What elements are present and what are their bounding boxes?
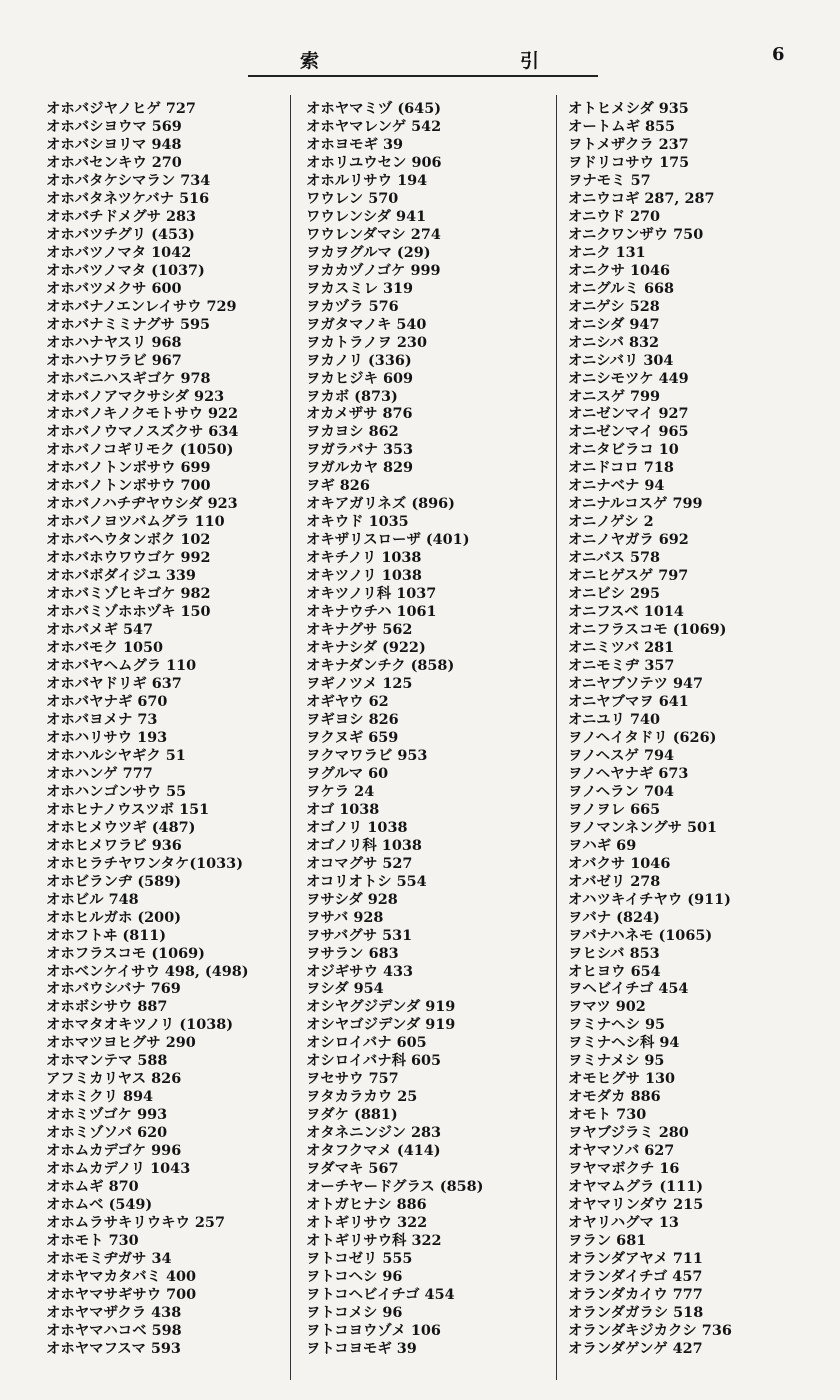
index-entry: オニモミヂ 357 (568, 657, 675, 675)
index-entry: オシロイバナ 605 (306, 1034, 427, 1052)
index-entry: オニフラスコモ (1069) (568, 621, 727, 639)
index-entry: オホマツヨヒグサ 290 (46, 1034, 196, 1052)
index-entry: オキツノリ 1038 (306, 567, 422, 585)
index-entry: オーチヤードグラス (858) (306, 1178, 484, 1196)
index-entry: ヲトコヨウゾメ 106 (306, 1321, 441, 1339)
index-entry: ヲギノツメ 125 (306, 675, 413, 692)
index-entry: オキウド 1035 (306, 513, 409, 531)
index-entry: オホバツノマタ 1042 (46, 243, 192, 261)
index-entry: オランダアヤメ 711 (568, 1250, 703, 1267)
index-entry: オキナウチハ 1061 (306, 603, 437, 621)
index-entry: オホバツチグリ (453) (46, 225, 195, 243)
index-entry: ヲガルカヤ 829 (306, 459, 414, 477)
index-entry: ヲカヲグルマ (29) (306, 243, 431, 261)
index-entry: ヲセサウ 757 (306, 1070, 399, 1088)
index-entry: ヲミナメシ 95 (568, 1052, 665, 1070)
index-entry: オホヤマサギサウ 700 (46, 1285, 197, 1303)
index-entry: オランダゲンゲ 427 (568, 1339, 703, 1357)
index-entry: ヲカスミレ 319 (306, 279, 414, 297)
index-entry: オホバナノエンレイサウ 729 (46, 297, 237, 315)
index-entry: ヲカヅラ 576 (306, 297, 399, 315)
index-entry: オヤマムグラ (111) (568, 1178, 704, 1196)
index-entry: オニドコロ 718 (568, 459, 674, 477)
index-entry: オニビシ 295 (568, 585, 661, 603)
index-entry: オホムカデノリ 1043 (46, 1160, 191, 1178)
index-entry: オキザリスローザ (401) (306, 531, 470, 549)
index-entry: オシヤゴジデンダ 919 (306, 1016, 456, 1034)
index-entry: アフミカリヤス 826 (46, 1070, 182, 1088)
index-entry: オタネニンジン 283 (306, 1124, 442, 1142)
index-entry: オニウコギ 287, 287 (568, 189, 715, 207)
index-entry: オニフスベ 1014 (568, 603, 684, 621)
index-entry: オホヤマレンゲ 542 (306, 117, 442, 135)
index-entry: オニクワンザウ 750 (568, 225, 704, 243)
index-entry: ヲミナヘシ 95 (568, 1016, 665, 1034)
index-entry: オホムカデゴケ 996 (46, 1142, 182, 1160)
index-entry: オヤマリンダウ 215 (568, 1196, 704, 1214)
index-entry: ヲガタマノキ 540 (306, 315, 427, 333)
index-entry: オカメザサ 876 (306, 405, 413, 423)
index-entry: オニシバ 832 (568, 333, 660, 351)
index-column-3 (568, 100, 814, 1358)
index-entry: オホバヨメナ 73 (46, 710, 158, 728)
index-entry: ヲノヲレ 665 (568, 800, 661, 818)
index-entry: ヲサバ 928 (306, 908, 384, 926)
index-entry: オニノゲシ 2 (568, 513, 654, 531)
index-entry: オヤマソバ 627 (568, 1142, 675, 1160)
index-entry: オホバモク 1050 (46, 639, 164, 657)
index-entry: オホベンケイサウ 498, (498) (46, 962, 249, 980)
index-entry: ヲマツ 902 (568, 998, 646, 1016)
index-entry: ヲトコゼリ 555 (306, 1250, 413, 1267)
index-entry: オニウド 270 (568, 207, 661, 225)
index-entry: ヲノヘラン 704 (568, 782, 674, 800)
index-entry: オゴノリ科 1038 (306, 836, 422, 854)
index-entry: オホバノキノクモトサウ 922 (46, 405, 239, 423)
index-entry: オニシモツケ 449 (568, 369, 689, 387)
index-entry: オホヒナノウスツボ 151 (46, 800, 210, 818)
index-entry: オコマグサ 527 (306, 854, 413, 872)
index-entry: オキナシダ (922) (306, 639, 426, 657)
index-entry: ヲサシダ 928 (306, 890, 398, 908)
index-entry: オシヤグジデンダ 919 (306, 998, 456, 1016)
index-entry: オホモト 730 (46, 1232, 139, 1250)
index-entry: オホバノコギリモク (1050) (46, 441, 234, 459)
index-entry: オホムベ (549) (46, 1196, 153, 1214)
index-entry: オホバボダイジユ 339 (46, 567, 196, 585)
index-entry: オホバヤナギ 670 (46, 692, 168, 710)
index-entry: オランダガラシ 518 (568, 1303, 704, 1321)
index-entry: オニグルミ 668 (568, 279, 674, 297)
index-entry: ヲドリコサウ 175 (568, 153, 690, 171)
index-entry: オホバウシバナ 769 (46, 980, 181, 998)
index-entry: オニヤブソテツ 947 (568, 675, 704, 692)
index-entry: ヲミナヘシ科 94 (568, 1034, 680, 1052)
index-entry: オホバノハチヂヤウシダ 923 (46, 495, 238, 513)
index-entry: オホバツノマタ (1037) (46, 261, 205, 279)
index-entry: オホボシサウ 887 (46, 998, 168, 1016)
header-title-left: 索 (300, 50, 322, 72)
index-entry: オトガヒナシ 886 (306, 1196, 427, 1214)
index-entry: オトギリサウ科 322 (306, 1232, 442, 1250)
index-entry: ヲヘビイチゴ 454 (568, 980, 689, 998)
index-entry: オタフクマメ (414) (306, 1142, 441, 1160)
index-entry: オホヤマハコベ 598 (46, 1321, 182, 1339)
index-entry: ヲグルマ 60 (306, 764, 389, 782)
index-entry: オランダキジカクシ 736 (568, 1321, 732, 1339)
index-entry: オコリオトシ 554 (306, 872, 427, 890)
index-entry: オホバツメクサ 600 (46, 279, 182, 297)
index-entry: オニナベナ 94 (568, 477, 665, 495)
index-entry: ヲノヘヤナギ 673 (568, 764, 689, 782)
index-entry: ヲカボ (873) (306, 387, 398, 405)
index-entry: オホバノアマクサシダ 923 (46, 387, 225, 405)
index-entry: オモト 730 (568, 1106, 647, 1124)
index-entry: オヤリハグマ 13 (568, 1214, 679, 1232)
index-entry: ヲカヒジキ 609 (306, 369, 414, 387)
index-entry: ヲトコヨモギ 39 (306, 1339, 417, 1357)
index-entry: ワウレンシダ 941 (306, 207, 427, 225)
index-entry: オホムギ 870 (46, 1178, 139, 1196)
index-entry: ヲトコメシ 96 (306, 1303, 403, 1321)
index-column-2 (306, 100, 552, 1358)
index-entry: オニノヤガラ 692 (568, 531, 689, 549)
index-entry: ヲダケ (881) (306, 1106, 398, 1124)
index-entry: オホバセンキウ 270 (46, 153, 182, 171)
index-entry: オキナグサ 562 (306, 621, 413, 639)
index-entry: ヲサバグサ 531 (306, 926, 413, 944)
page-number: 6 (772, 44, 785, 65)
index-entry: オートムギ 855 (568, 117, 676, 135)
index-entry: オホバヤドリギ 637 (46, 675, 182, 692)
index-entry: ヲヤブジラミ 280 (568, 1124, 689, 1142)
column-divider (556, 95, 557, 1380)
index-entry: ヲサラン 683 (306, 944, 399, 962)
index-entry: オニバス 578 (568, 549, 661, 567)
header-rule (248, 75, 598, 77)
index-entry: オニシバリ 304 (568, 351, 674, 369)
index-entry: オホヒメウツギ (487) (46, 818, 196, 836)
index-entry: オホルリサウ 194 (306, 171, 428, 189)
index-entry: ヲギ 826 (306, 477, 370, 495)
index-entry: オニユリ 740 (568, 710, 661, 728)
index-entry: オランダカイウ 777 (568, 1285, 703, 1303)
index-entry: ヲバナハネモ (1065) (568, 926, 713, 944)
index-entry: オホリユウセン 906 (306, 153, 442, 171)
index-entry: オキアガリネズ (896) (306, 495, 455, 513)
index-entry: オホハナヤスリ 968 (46, 333, 182, 351)
index-entry: ヲギヨシ 826 (306, 710, 399, 728)
index-entry: オホヤマザクラ 438 (46, 1303, 182, 1321)
index-entry: ヲガラバナ 353 (306, 441, 414, 459)
index-entry: オホマタオキツノリ (1038) (46, 1016, 234, 1034)
index-entry: オホバシヨリマ 948 (46, 135, 182, 153)
index-entry: オホバシヨウマ 569 (46, 117, 182, 135)
index-entry: オホヒメワラビ 936 (46, 836, 182, 854)
index-column-1 (46, 100, 292, 1358)
header-title-right: 引 (520, 50, 540, 72)
index-entry: ヲラン 681 (568, 1232, 647, 1250)
index-entry: オホハリサウ 193 (46, 728, 168, 746)
index-entry: オホバメギ 547 (46, 621, 154, 639)
index-entry: オホフトヰ (811) (46, 926, 167, 944)
index-entry: オホビランヂ (589) (46, 872, 182, 890)
index-entry: オニヒゲスゲ 797 (568, 567, 689, 585)
index-entry: オニミツバ 281 (568, 639, 675, 657)
index-entry: オホバミゾホホヅキ 150 (46, 603, 211, 621)
index-entry: ヲクヌギ 659 (306, 728, 399, 746)
index-entry: ヲノマンネングサ 501 (568, 818, 718, 836)
index-entry: ヲカノリ (336) (306, 351, 412, 369)
index-entry: オモヒグサ 130 (568, 1070, 676, 1088)
index-entry: オホバタケシマラン 734 (46, 171, 211, 189)
index-entry: オホバニハスギゴケ 978 (46, 369, 211, 387)
index-entry: オホバヘウタンボク 102 (46, 531, 211, 549)
index-entry: オホバノトンボサウ 699 (46, 459, 211, 477)
index-entry: オニヤブマヲ 641 (568, 692, 689, 710)
index-entry: オホマンテマ 588 (46, 1052, 168, 1070)
index-entry: ヲカカヅノゴケ 999 (306, 261, 441, 279)
index-entry: オホバノヨツバムグラ 110 (46, 513, 225, 531)
index-entry: ヲトコヘビイチゴ 454 (306, 1285, 455, 1303)
index-entry: オシロイバナ科 605 (306, 1052, 442, 1070)
index-entry: オホムラサキリウキウ 257 (46, 1214, 225, 1232)
index-entry: ヲハギ 69 (568, 836, 637, 854)
index-entry: オトヒメシダ 935 (568, 100, 689, 117)
index-entry: オランダイチゴ 457 (568, 1267, 703, 1285)
index-entry: オジギサウ 433 (306, 962, 414, 980)
index-entry: オホヤマフスマ 593 (46, 1339, 181, 1357)
index-entry: オホヨモギ 39 (306, 135, 403, 153)
index-entry: オニスゲ 799 (568, 387, 661, 405)
index-entry: オホバジヤノヒゲ 727 (46, 100, 196, 117)
index-entry: オバクサ 1046 (568, 854, 671, 872)
index-entry: オホハンゴンサウ 55 (46, 782, 187, 800)
index-entry: オニシダ 947 (568, 315, 660, 333)
index-entry: オホヤマカタバミ 400 (46, 1267, 197, 1285)
index-header (248, 44, 598, 74)
index-entry: オホバノトンボサウ 700 (46, 477, 211, 495)
index-entry: オゴノリ 1038 (306, 818, 408, 836)
index-entry: オキチノリ 1038 (306, 549, 422, 567)
index-entry: ヲノヘイタドリ (626) (568, 728, 717, 746)
index-entry: オモダカ 886 (568, 1088, 661, 1106)
index-entry: オホバノウマノスズクサ 634 (46, 423, 239, 441)
index-entry: オホバタネツケバナ 516 (46, 189, 210, 207)
index-entry: オホビル 748 (46, 890, 139, 908)
index-entry: オホバヤヘムグラ 110 (46, 657, 197, 675)
index-entry: オホハナワラビ 967 (46, 351, 182, 369)
index-entry: オゴ 1038 (306, 800, 380, 818)
index-entry: オホバチドメグサ 283 (46, 207, 197, 225)
index-entry: オホモミヂガサ 34 (46, 1250, 172, 1267)
index-entry: ヲヒシバ 853 (568, 944, 660, 962)
index-entry: ヲカヨシ 862 (306, 423, 399, 441)
index-entry: オニナルコスゲ 799 (568, 495, 703, 513)
index-entry: オホヤマミヅ (645) (306, 100, 442, 117)
index-entry: ヲシダ 954 (306, 980, 384, 998)
index-entry: オホハルシヤギク 51 (46, 746, 186, 764)
index-entry: ヲタカラカウ 25 (306, 1088, 418, 1106)
index-entry: ヲクマワラビ 953 (306, 746, 428, 764)
index-entry: オニゼンマイ 927 (568, 405, 689, 423)
index-entry: ヲナモミ 57 (568, 171, 651, 189)
index-entry: オホバホウワウゴケ 992 (46, 549, 211, 567)
index-entry: オニゲシ 528 (568, 297, 660, 315)
index-entry: オホハンゲ 777 (46, 764, 153, 782)
index-entry: オホフラスコモ (1069) (46, 944, 205, 962)
index-entry: オホヒルガホ (200) (46, 908, 182, 926)
index-entry: ワウレン 570 (306, 189, 399, 207)
index-entry: オニゼンマイ 965 (568, 423, 689, 441)
index-entry: オニクサ 1046 (568, 261, 671, 279)
index-entry: オバゼリ 278 (568, 872, 661, 890)
index-entry: オホバミゾヒキゴケ 982 (46, 585, 211, 603)
index-entry: オホミゾソバ 620 (46, 1124, 168, 1142)
index-entry: オヒヨウ 654 (568, 962, 661, 980)
index-entry: ヲバナ (824) (568, 908, 660, 926)
index-entry: オハツキイチヤウ (911) (568, 890, 731, 908)
index-entry: ヲノヘスゲ 794 (568, 746, 674, 764)
index-entry: ヲダマキ 567 (306, 1160, 399, 1178)
index-entry: オキツノリ科 1037 (306, 585, 437, 603)
index-entry: オホバナミミナグサ 595 (46, 315, 210, 333)
index-entry: オキナダンチク (858) (306, 657, 455, 675)
index-entry: ヲヤマボクチ 16 (568, 1160, 680, 1178)
index-entry: ヲトメザクラ 237 (568, 135, 689, 153)
index-entry: オニタビラコ 10 (568, 441, 679, 459)
index-entry: オホヒラチヤワンタケ(1033) (46, 854, 244, 872)
index-entry: オニク 131 (568, 243, 646, 261)
index-entry: オホミヅゴケ 993 (46, 1106, 168, 1124)
index-entry: ワウレンダマシ 274 (306, 225, 441, 243)
index-entry: ヲケラ 24 (306, 782, 375, 800)
index-entry: オホミクリ 894 (46, 1088, 154, 1106)
index-entry: ヲトコヘシ 96 (306, 1267, 403, 1285)
index-entry: オトギリサウ 322 (306, 1214, 428, 1232)
index-entry: ヲカトラノヲ 230 (306, 333, 427, 351)
index-entry: オギヤウ 62 (306, 692, 389, 710)
